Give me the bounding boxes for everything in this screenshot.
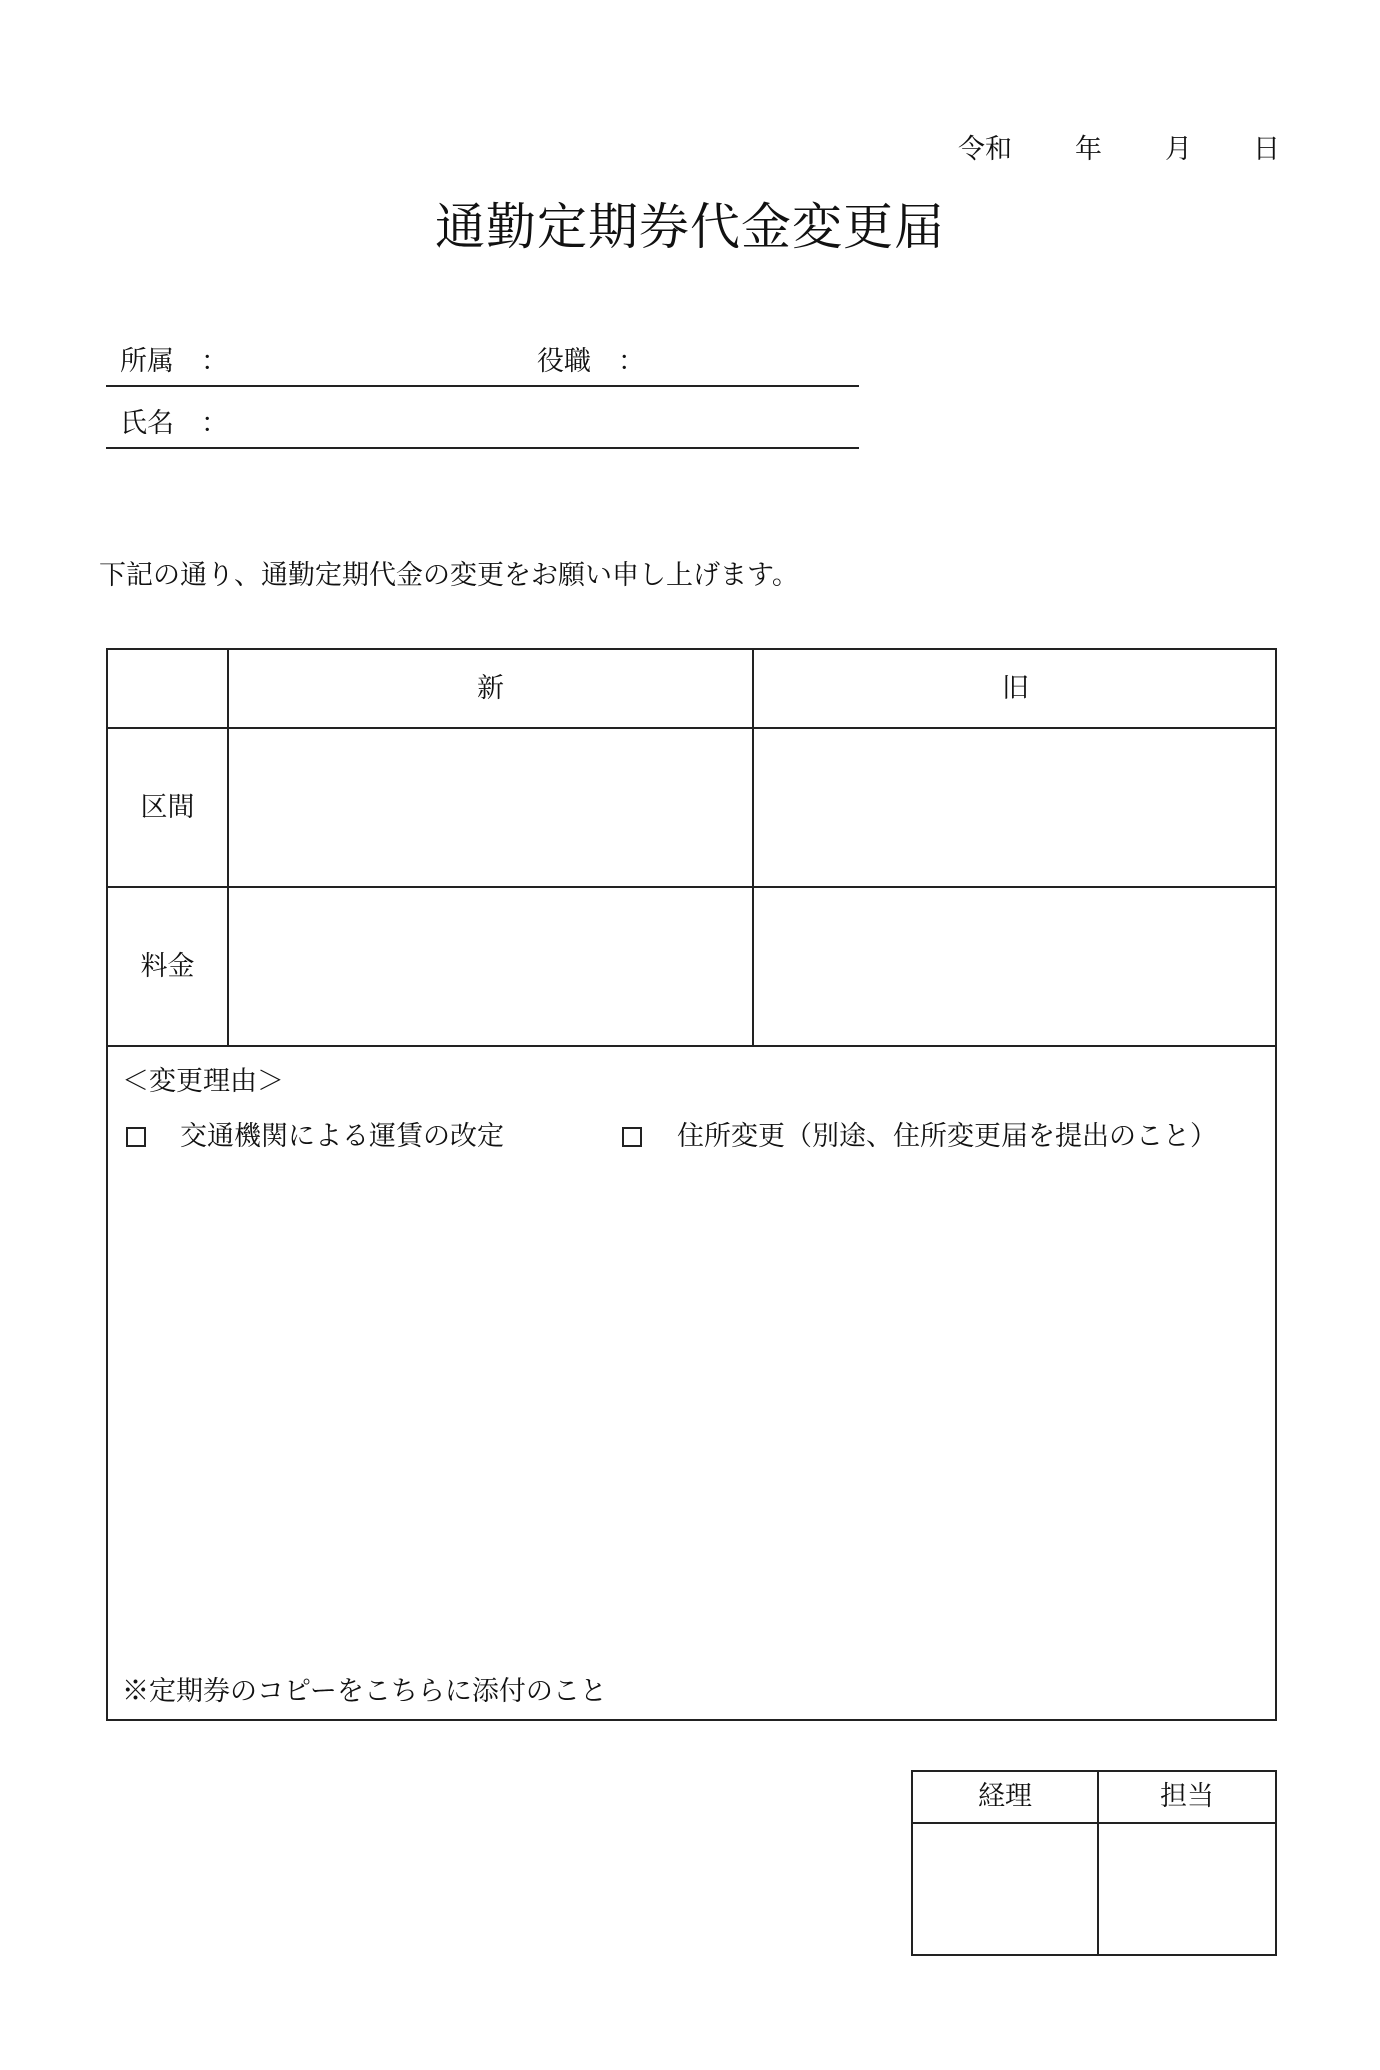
row-label-fare: 料金 <box>140 951 195 982</box>
approval-accounting-label: 経理 <box>978 1781 1032 1812</box>
column-header-old: 旧 <box>1002 673 1029 704</box>
row-label-section: 区間 <box>140 792 195 823</box>
fare-new-cell[interactable] <box>229 888 752 1045</box>
accounting-stamp-cell[interactable] <box>913 1824 1097 1954</box>
section-new-cell[interactable] <box>229 729 752 886</box>
page-title: 通勤定期券代金変更届 <box>435 198 945 256</box>
attachment-area[interactable] <box>120 1165 1260 1670</box>
fare-revision-label: 交通機関による運賃の改定 <box>180 1121 504 1152</box>
date-month: 月 <box>1165 134 1192 165</box>
date-day: 日 <box>1253 134 1280 165</box>
date-year: 年 <box>1075 134 1102 165</box>
person-stamp-cell[interactable] <box>1099 1824 1275 1954</box>
affiliation-underline <box>106 385 859 387</box>
position-field[interactable] <box>655 334 855 380</box>
fare-old-cell[interactable] <box>754 888 1275 1045</box>
fare-revision-checkbox[interactable] <box>126 1127 146 1147</box>
name-label: 氏名 ： <box>120 408 228 439</box>
approval-person-label: 担当 <box>1160 1781 1214 1812</box>
reason-heading: ＜変更理由＞ <box>122 1066 284 1097</box>
name-underline <box>106 447 859 449</box>
affiliation-field[interactable] <box>230 334 510 380</box>
fare-row-divider <box>106 1045 1277 1047</box>
name-field[interactable] <box>230 396 855 442</box>
address-change-label: 住所変更（別途、住所変更届を提出のこと） <box>677 1121 1217 1152</box>
position-label: 役職 ： <box>537 346 645 377</box>
column-header-new: 新 <box>477 673 504 704</box>
section-old-cell[interactable] <box>754 729 1275 886</box>
affiliation-label: 所属 ： <box>120 346 228 377</box>
date-era: 令和 <box>958 134 1012 165</box>
attachment-note: ※定期券のコピーをこちらに添付のこと <box>122 1676 607 1707</box>
request-statement: 下記の通り、通勤定期代金の変更をお願い申し上げます。 <box>99 560 799 591</box>
address-change-checkbox[interactable] <box>622 1127 642 1147</box>
